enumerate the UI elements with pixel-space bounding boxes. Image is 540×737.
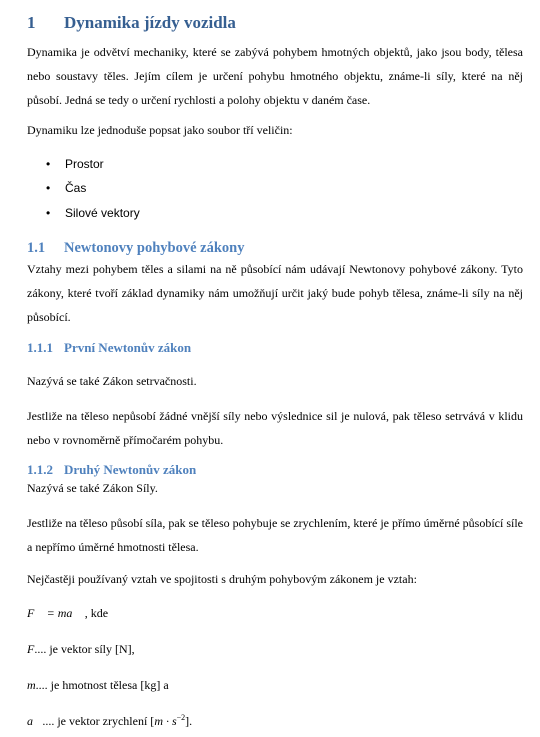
heading-3-second-number: 1.1.2: [27, 462, 53, 477]
bullet-icon: •: [46, 206, 51, 220]
definition-mass: [27, 678, 169, 693]
equation-line: [27, 606, 108, 621]
paragraph-list-intro: Dynamiku lze jednoduše popsat jako soubor tří veličin:: [27, 123, 293, 137]
symbol-mass: m: [27, 678, 36, 692]
definition-force: [27, 642, 135, 657]
heading-1-title: Dynamika jízdy vozidla: [64, 13, 236, 32]
paragraph-newton: Vztahy mezi pohybem těles a silami na ně působící nám udávají Newtonovy pohybové zákony. Tyto zákony, které tvoří základ dynamiky nám umožňují určit jaký bude pohyb tělesa, známe-li síly na něj působící.: [27, 262, 523, 324]
heading-1: [27, 13, 236, 33]
equation-formula: F⃗ = ma⃗: [27, 606, 82, 620]
bullet-icon: •: [46, 181, 51, 195]
paragraph-first-law: Jestliže na těleso nepůsobí žádné vnější síly nebo výslednice sil je nulová, pak těleso setrvává v klidu nebo v rovnoměrně přímočarém pohybu.: [27, 409, 523, 447]
heading-2-title: Newtonovy pohybové zákony: [64, 240, 245, 256]
heading-1-number: 1: [27, 13, 36, 32]
paragraph-formula-intro: Nejčastěji používaný vztah ve spojitosti s druhým pohybovým zákonem je vztah:: [27, 572, 417, 586]
equation-suffix: , kde: [81, 606, 109, 620]
heading-3-first-title: První Newtonův zákon: [64, 340, 192, 355]
definition-mass-text: .... je hmotnost tělesa [kg] a: [35, 678, 169, 692]
acceleration-unit: m · s: [154, 714, 177, 728]
acceleration-unit-exponent: −2: [176, 713, 186, 722]
heading-3-second-title: Druhý Newtonův zákon: [64, 462, 197, 477]
list-item: Prostor: [65, 157, 104, 171]
paragraph-first-alias: Nazývá se také Zákon setrvačnosti.: [27, 374, 197, 388]
definition-acceleration-close: ].: [185, 714, 193, 728]
heading-3-first-number: 1.1.1: [27, 340, 53, 355]
bullet-icon: •: [46, 157, 51, 171]
definition-acceleration: [27, 713, 192, 729]
symbol-force: F: [27, 642, 35, 656]
symbol-acceleration: a⃗: [27, 714, 43, 728]
heading-3-first-law: [27, 340, 191, 356]
paragraph-second-alias: Nazývá se také Zákon Síly.: [27, 481, 158, 495]
heading-2-number: 1.1: [27, 240, 46, 256]
list-item: Silové vektory: [65, 206, 140, 220]
paragraph-intro: Dynamika je odvětví mechaniky, které se zabývá pohybem hmotných objektů, jako jsou body, tělesa nebo soustavy těles. Jejím cílem je určení pohybu hmotného objektu, známe-li síly, které na něj působí. Jedná se tedy o určení rychlosti a polohy objektu v daném čase.: [27, 45, 523, 107]
heading-2: [27, 240, 244, 257]
definition-force-text: .... je vektor síly [N],: [34, 642, 135, 656]
paragraph-second-law: Jestliže na těleso působí síla, pak se těleso pohybuje se zrychlením, které je přímo úměrné působící síle a nepřímo úměrné hmotnosti tělesa.: [27, 516, 523, 554]
list-item: Čas: [65, 181, 87, 195]
definition-acceleration-text: .... je vektor zrychlení [: [42, 714, 155, 728]
